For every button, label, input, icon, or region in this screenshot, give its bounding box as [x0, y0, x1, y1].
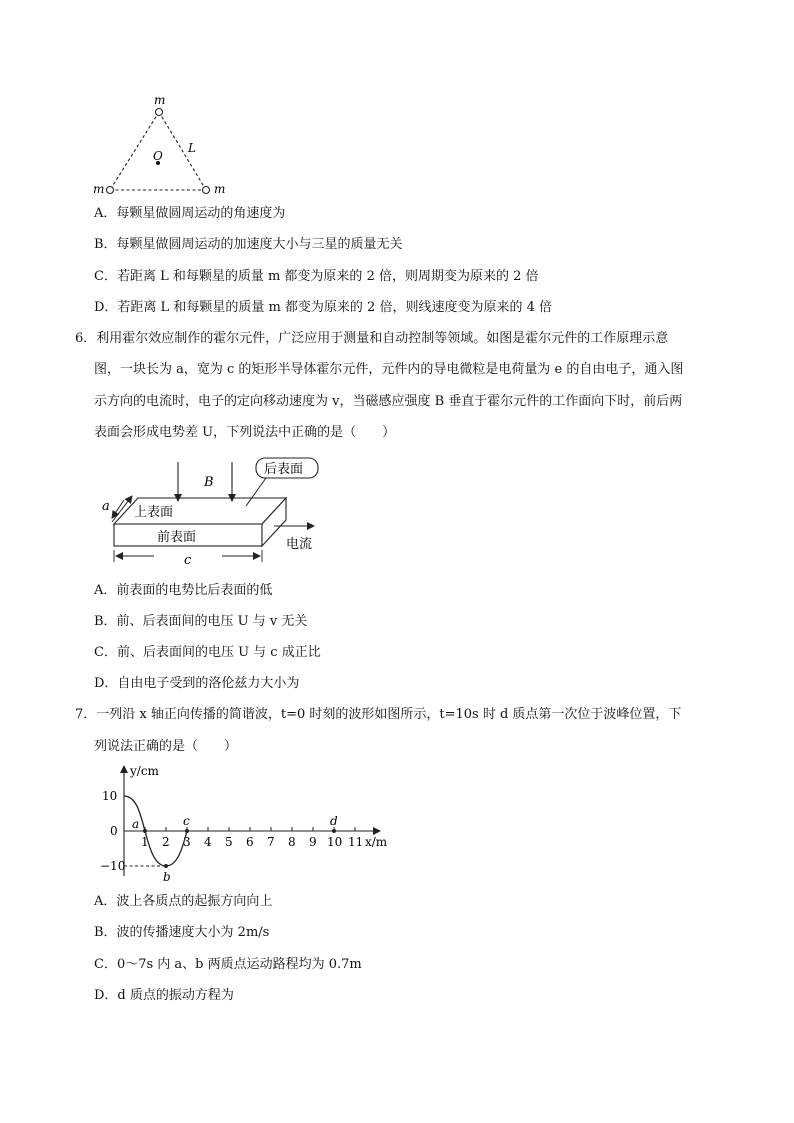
label-back-surface: 后表面: [264, 462, 304, 477]
label-m-left: m: [93, 182, 105, 196]
x-tick-10: 10: [327, 835, 343, 849]
q5-option-a: A．每颗星做圆周运动的角速度为: [94, 206, 286, 221]
point-d: [332, 829, 336, 833]
y-axis-label: y/cm: [130, 764, 159, 778]
point-b: [164, 864, 168, 868]
x-tick-4: 4: [204, 835, 212, 849]
y-tick-10: 10: [102, 789, 118, 803]
q7-stem-line-2: 列说法正确的是（ ）: [94, 739, 238, 754]
label-c: c: [184, 553, 192, 568]
label-a: a: [102, 499, 110, 514]
x-tick-2: 2: [162, 835, 170, 849]
label-a-point: a: [132, 817, 140, 831]
point-a: [143, 829, 147, 833]
x-tick-7: 7: [267, 835, 275, 849]
star-top: [156, 109, 163, 116]
q5-option-d: D．若距离 L 和每颗星的质量 m 都变为原来的 2 倍，则线速度变为原来的 4 倍: [94, 300, 552, 315]
label-d-point: d: [330, 814, 338, 828]
label-m-right: m: [214, 182, 226, 196]
x-tick-3: 3: [183, 835, 191, 849]
star-right: [203, 187, 210, 194]
label-m-top: m: [154, 93, 166, 107]
q7-stem-line-1: 7．一列沿 x 轴正向传播的简谐波，t=0 时刻的波形如图所示，t=10s 时 d 质点第一次位于波峰位置，下: [75, 707, 682, 722]
star-left: [107, 187, 114, 194]
q6-stem-line-3: 示方向的电流时，电子的定向移动速度为 v，当磁感应强度 B 垂直于霍尔元件的工作面向下时，前后两: [94, 394, 683, 409]
x-tick-11: 11: [348, 835, 364, 849]
q6-option-d: D．自由电子受到的洛伦兹力大小为: [94, 676, 300, 691]
label-B: B: [204, 475, 214, 490]
q7-option-c: C．0～7s 内 a、b 两质点运动路程均为 0.7m: [94, 957, 362, 972]
x-tick-6: 6: [246, 835, 254, 849]
label-O: O: [153, 149, 163, 163]
label-front-surface: 前表面: [157, 530, 197, 545]
three-star-figure: [88, 92, 238, 200]
x-tick-8: 8: [288, 835, 296, 849]
q6-option-c: C．前、后表面间的电压 U 与 c 成正比: [94, 645, 321, 660]
label-top-surface: 上表面: [134, 505, 174, 520]
label-b-point: b: [163, 870, 171, 884]
y-tick-neg10: −10: [100, 859, 126, 873]
x-tick-1: 1: [141, 835, 149, 849]
label-c-point: c: [183, 814, 190, 828]
label-L: L: [188, 141, 196, 155]
q7-option-a: A．波上各质点的起振方向向上: [94, 894, 273, 909]
q5-option-c: C．若距离 L 和每颗星的质量 m 都变为原来的 2 倍，则周期变为原来的 2 倍: [94, 269, 539, 284]
q7-option-d: D．d 质点的振动方程为: [94, 988, 234, 1003]
point-c: [185, 829, 189, 833]
y-tick-0: 0: [110, 824, 118, 838]
q6-option-b: B．前、后表面间的电压 U 与 v 无关: [94, 614, 308, 629]
x-tick-5: 5: [225, 835, 233, 849]
wave-graph-figure: [100, 762, 400, 884]
q6-stem-line-2: 图，一块长为 a，宽为 c 的矩形半导体霍尔元件，元件内的导电微粒是电荷量为 e 的自由电子，通入图: [94, 362, 684, 377]
q6-option-a: A．前表面的电势比后表面的低: [94, 583, 273, 598]
q6-stem-line-1: 6．利用霍尔效应制作的霍尔元件，广泛应用于测量和自动控制等领域。如图是霍尔元件的工作原理示意: [75, 331, 669, 346]
label-current: 电流: [286, 537, 313, 552]
q7-option-b: B．波的传播速度大小为 2m/s: [94, 925, 270, 940]
q6-stem-line-4: 表面会形成电势差 U，下列说法中正确的是（ ）: [94, 425, 396, 440]
hall-element-figure: [94, 456, 334, 570]
q5-option-b: B．每颗星做圆周运动的加速度大小与三星的质量无关: [94, 237, 403, 252]
x-tick-9: 9: [309, 835, 317, 849]
x-axis-label: x/m: [365, 835, 388, 849]
